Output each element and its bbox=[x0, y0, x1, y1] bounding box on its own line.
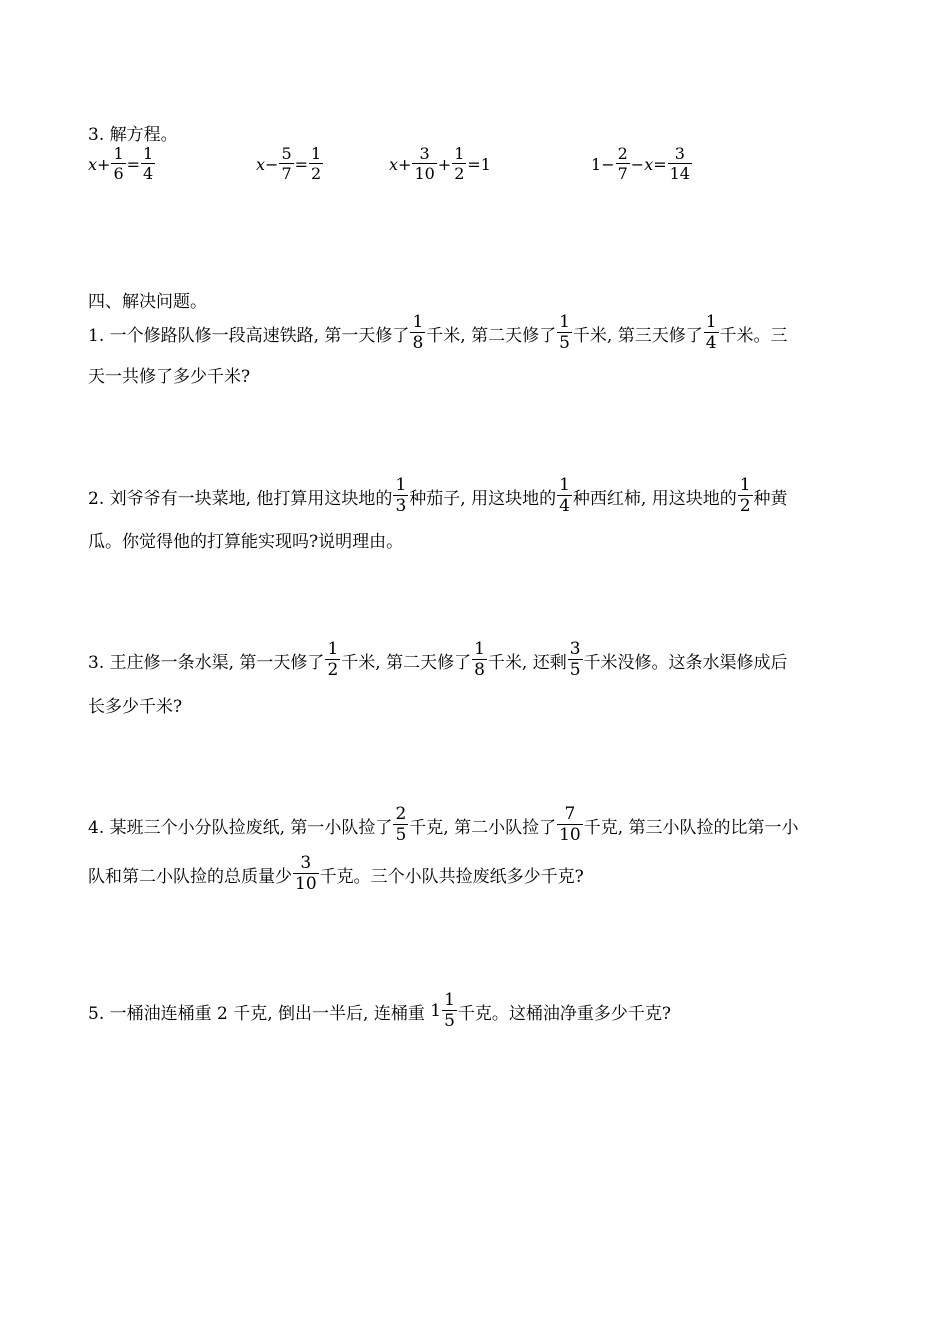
p3-frac3: $\frac{3}{5}$ bbox=[569, 639, 581, 680]
problem-1-line1 bbox=[88, 314, 788, 352]
problem-3-line1 bbox=[88, 641, 788, 679]
p3-frac2: $\frac{1}{8}$ bbox=[474, 639, 485, 680]
problem-5-line1 bbox=[88, 992, 671, 1030]
p2-text2: 种茄子, 用这块地的 bbox=[409, 488, 557, 509]
p3-text1: 3. 王庄修一条水渠, 第一天修了 bbox=[88, 652, 325, 673]
p3-text3: 千米, 还剩 bbox=[487, 652, 567, 673]
eq1-op: + bbox=[97, 154, 111, 174]
p4-text1: 4. 某班三个小分队捡废纸, 第一小队捡了 bbox=[88, 817, 393, 838]
eq2-frac2: $\frac{1}{2}$ bbox=[311, 144, 322, 183]
eq4-var: x bbox=[644, 154, 654, 174]
p3-text2: 千米, 第二天修了 bbox=[341, 652, 472, 673]
p4-frac2: $\frac{7}{10}$ bbox=[559, 804, 581, 845]
p4-frac3: $\frac{3}{10}$ bbox=[295, 853, 317, 894]
eq3-frac1: $\frac{3}{10}$ bbox=[414, 144, 435, 183]
p4-text3: 千克, 第三小队捡的比第一小 bbox=[583, 817, 799, 838]
p4-text5: 千克。三个小队共捡废纸多少千克? bbox=[319, 866, 584, 887]
section4-title: 四、解决问题。 bbox=[88, 292, 207, 312]
p1-text2: 千米, 第二天修了 bbox=[426, 325, 557, 346]
eq3-frac2: $\frac{1}{2}$ bbox=[454, 144, 465, 183]
problem-1-line2: 天一共修了多少千米? bbox=[88, 367, 251, 387]
p2-frac2: $\frac{1}{4}$ bbox=[559, 475, 570, 516]
p4-text4: 队和第二小队捡的总质量少 bbox=[88, 866, 292, 887]
equation-2 bbox=[256, 146, 324, 182]
problem-2-line2: 瓜。你觉得他的打算能实现吗?说明理由。 bbox=[88, 532, 404, 552]
eq3-op2: + bbox=[437, 154, 452, 174]
eq4-frac1: $\frac{2}{7}$ bbox=[617, 144, 628, 183]
eq4-op2: − bbox=[630, 154, 645, 174]
eq3-rhs: 1 bbox=[480, 154, 491, 174]
p2-text1: 2. 刘爷爷有一块菜地, 他打算用这块地的 bbox=[88, 488, 393, 509]
eq4-lead: 1 bbox=[591, 154, 602, 174]
eq4-frac2: $\frac{3}{14}$ bbox=[669, 144, 690, 183]
eq1-equals: = bbox=[126, 154, 141, 174]
eq1-frac1: $\frac{1}{6}$ bbox=[113, 144, 124, 183]
section3-title: 3. 解方程。 bbox=[88, 125, 178, 145]
p5-frac1: $\frac{1}{5}$ bbox=[444, 990, 455, 1031]
p2-text4: 种黄 bbox=[753, 488, 788, 509]
p1-frac3: $\frac{1}{4}$ bbox=[705, 312, 717, 353]
eq4-equals: = bbox=[653, 154, 667, 174]
p5-text1: 5. 一桶油连桶重 2 千克, 倒出一半后, 连桶重 bbox=[88, 1003, 431, 1024]
eq2-var: x bbox=[256, 154, 266, 174]
p5-text2: 千克。这桶油净重多少千克? bbox=[457, 1003, 672, 1024]
equation-3 bbox=[389, 146, 491, 182]
p4-text2: 千克, 第二小队捡了 bbox=[409, 817, 557, 838]
p1-text4: 千米。三 bbox=[719, 325, 788, 346]
problem-2-line1 bbox=[88, 477, 788, 515]
p5-mixed-int: 1 bbox=[430, 1001, 442, 1021]
eq3-op1: + bbox=[398, 154, 412, 174]
eq2-frac1: $\frac{5}{7}$ bbox=[281, 144, 292, 183]
p1-frac1: $\frac{1}{8}$ bbox=[412, 312, 424, 353]
eq2-op: − bbox=[265, 154, 279, 174]
problem-4-line2 bbox=[88, 855, 584, 893]
p1-text1: 1. 一个修路队修一段高速铁路, 第一天修了 bbox=[88, 325, 410, 346]
eq3-equals: = bbox=[467, 154, 481, 174]
p2-text3: 种西红柿, 用这块地的 bbox=[572, 488, 737, 509]
eq1-var: x bbox=[88, 154, 98, 174]
problem-4-line1 bbox=[88, 806, 799, 844]
equation-1 bbox=[88, 146, 156, 182]
p3-text4: 千米没修。这条水渠修成后 bbox=[583, 652, 788, 673]
problem-3-line2: 长多少千米? bbox=[88, 697, 183, 717]
eq1-frac2: $\frac{1}{4}$ bbox=[143, 144, 154, 183]
p2-frac3: $\frac{1}{2}$ bbox=[739, 475, 751, 516]
p4-frac1: $\frac{2}{5}$ bbox=[395, 804, 407, 845]
p1-text3: 千米, 第三天修了 bbox=[572, 325, 703, 346]
eq2-equals: = bbox=[294, 154, 309, 174]
p3-frac1: $\frac{1}{2}$ bbox=[327, 639, 339, 680]
p1-frac2: $\frac{1}{5}$ bbox=[559, 312, 570, 353]
equation-4 bbox=[591, 146, 693, 182]
p2-frac1: $\frac{1}{3}$ bbox=[395, 475, 407, 516]
eq3-var: x bbox=[389, 154, 399, 174]
eq4-op1: − bbox=[601, 154, 615, 174]
